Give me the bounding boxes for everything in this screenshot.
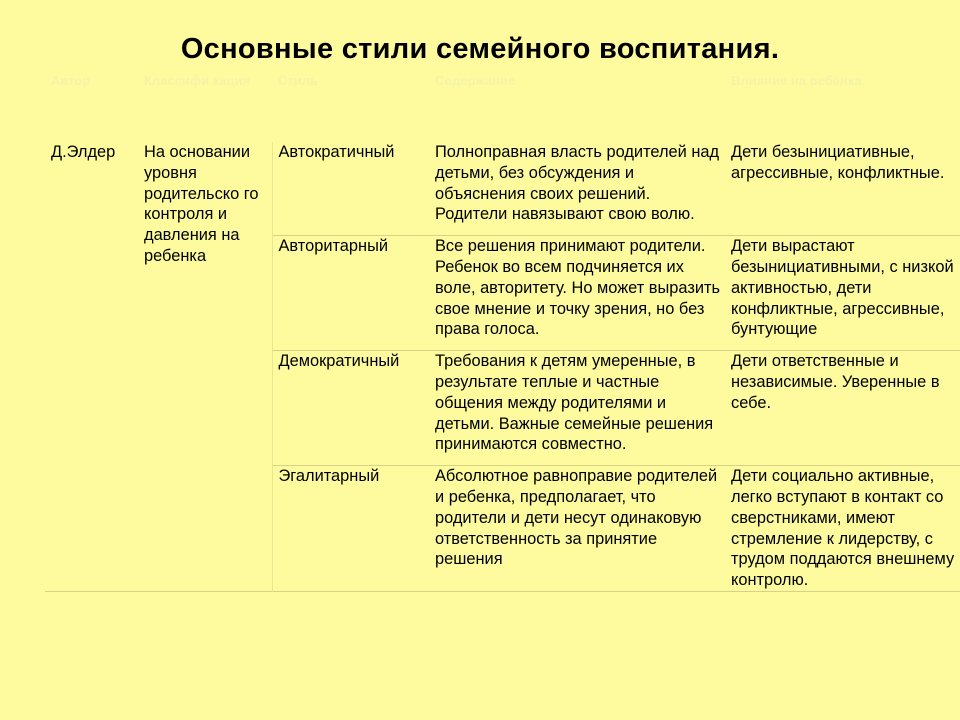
- style-cell: Демократичный: [278, 352, 400, 371]
- header-classification: Классифи кация: [144, 73, 251, 88]
- table-header-row: [45, 66, 960, 142]
- header-effect: Влияние на ребёнка: [731, 73, 862, 88]
- style-cell: Эгалитарный: [278, 467, 380, 486]
- style-cell: Автократичный: [278, 143, 395, 161]
- effect-cell: Дети безынициативные, агрессивные, конфликтные.: [731, 143, 945, 182]
- table-row: [45, 142, 960, 236]
- author-cell: Д.Элдер: [51, 143, 116, 161]
- parenting-styles-table: [45, 66, 960, 592]
- content-cell: Все решения принимают родители. Ребенок во всем подчиняется их воле, авторитету. Но может выразить свое мнение и точку зрения, но без права голоса.: [435, 237, 721, 339]
- style-cell: Авторитарный: [278, 237, 389, 256]
- header-style: Стиль: [278, 73, 318, 88]
- content-cell: Полноправная власть родителей над детьми, без обсуждения и объяснения своих решений. Родители навязывают свою волю.: [435, 143, 720, 224]
- effect-cell: Дети социально активные, легко вступают в контакт со сверстниками, имеют стремление к лидерству, с трудом поддаются внешнему контролю.: [731, 467, 955, 590]
- content-cell: Требования к детям умеренные, в результате теплые и частные общения между родителями и детьми. Важные семейные решения принимаются совместно.: [435, 352, 714, 454]
- effect-cell: Дети вырастают безынициативными, с низкой активностью, дети конфликтные, агрессивные, бунтующие: [731, 237, 954, 339]
- classification-cell: На основании уровня родительско го контроля и давления на ребенка: [138, 142, 272, 591]
- page-title: Основные стили семейного воспитания.: [180, 33, 780, 65]
- effect-cell: Дети ответственные и независимые. Уверенные в себе.: [731, 352, 940, 412]
- content-cell: Абсолютное равноправие родителей и ребенка, предполагает, что родители и дети несут одинаковую ответственность за принятие решения: [435, 467, 718, 569]
- header-author: Автор: [51, 73, 91, 88]
- header-content: Содержание: [435, 73, 516, 88]
